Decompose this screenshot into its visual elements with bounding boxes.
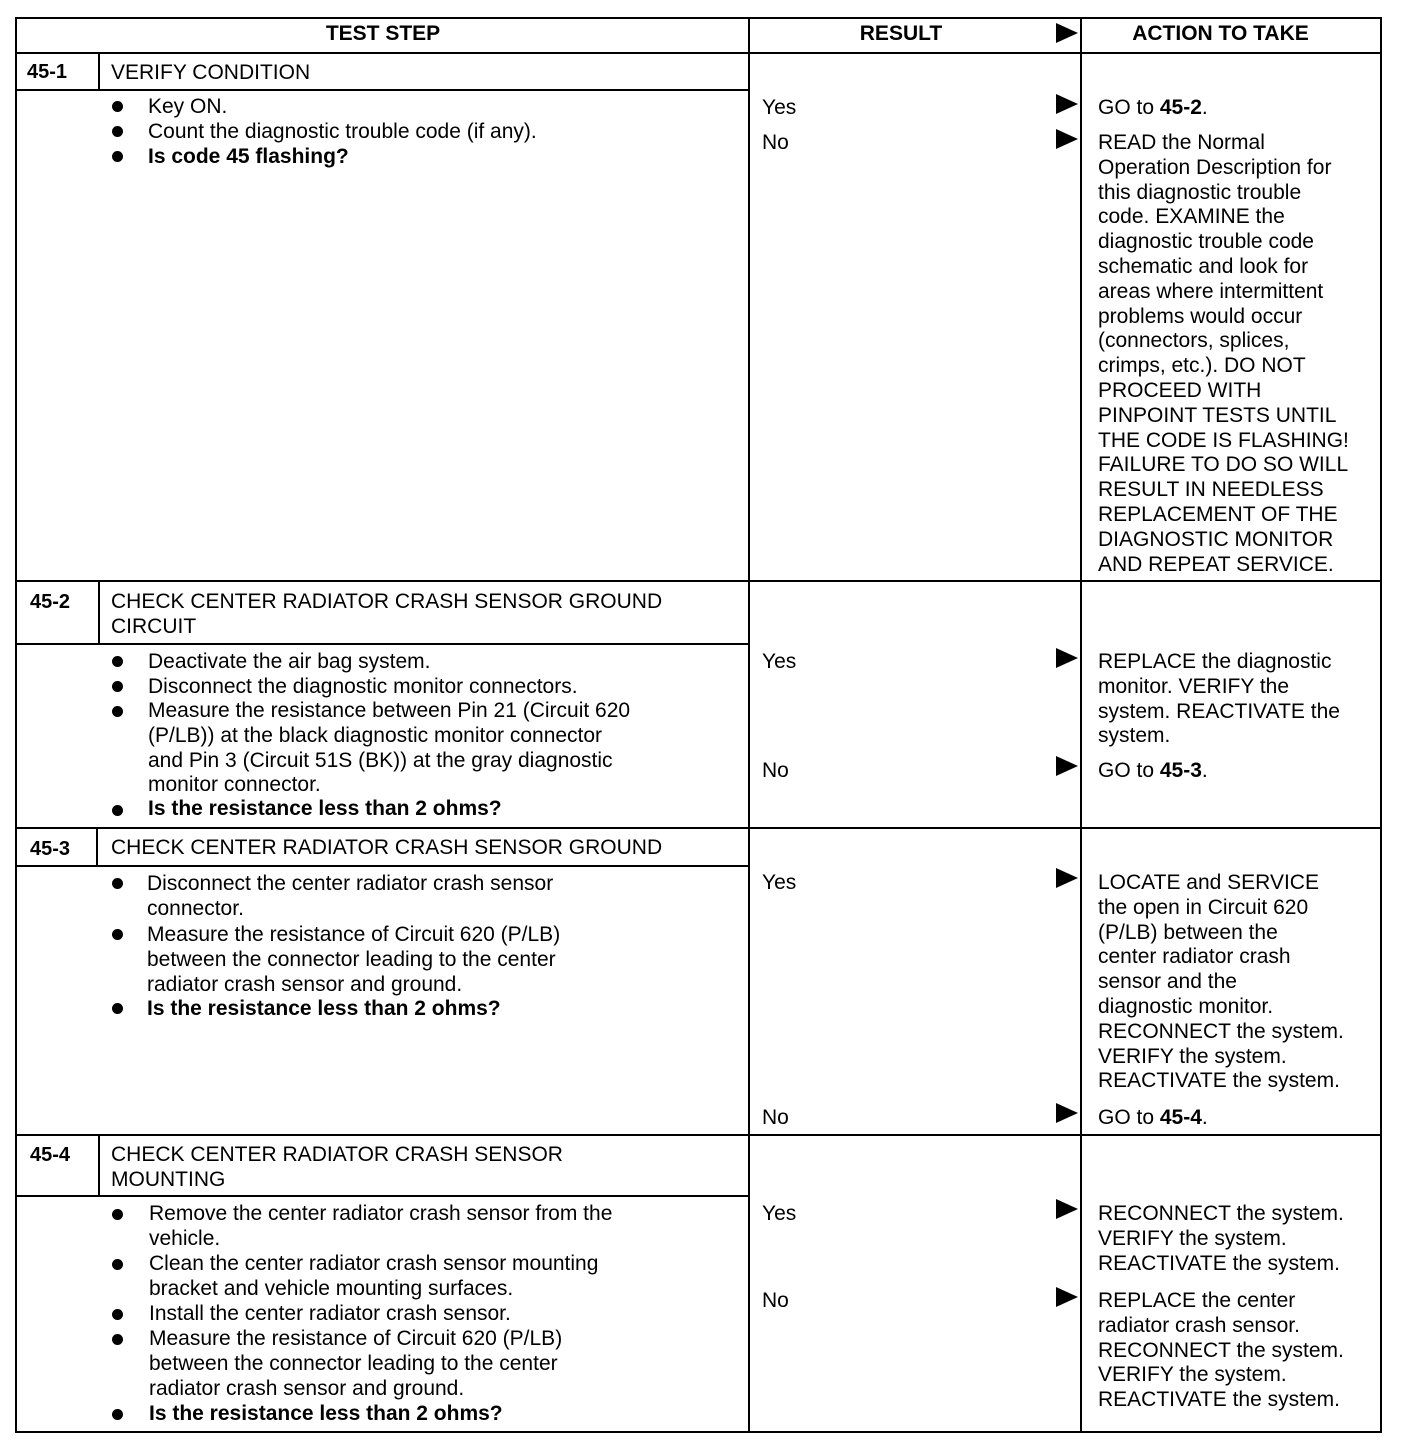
header-arrow-icon (1056, 23, 1078, 43)
action-text: LOCATE and SERVICE the open in Circuit 620 (P/LB) between the center radiator crash sensor and the diagnostic monitor. RECONNECT the system. VERIFY the system. REACTIVATE the system. (1098, 871, 1344, 1093)
result-arrow-icon (1056, 129, 1078, 149)
step-number-divider (98, 580, 100, 644)
result-no: No (762, 1289, 789, 1312)
bullet-item: Is the resistance less than 2 ohms? (149, 1402, 503, 1425)
step-number: 45-3 (30, 838, 71, 860)
step-title: CHECK CENTER RADIATOR CRASH SENSOR MOUNTING (111, 1143, 563, 1191)
bullet-item: Measure the resistance of Circuit 620 (P/LB) between the connector leading to the center radiator crash sensor and ground. (149, 1327, 563, 1400)
step-title-divider (15, 1195, 750, 1197)
bullet-item: Measure the resistance of Circuit 620 (P/LB) between the connector leading to the center radiator crash sensor and ground. (147, 923, 561, 996)
step-divider (15, 1134, 1382, 1136)
bullet-item: Key ON. (148, 95, 228, 118)
step-title-divider (15, 643, 750, 645)
bullet-icon (112, 706, 123, 717)
bullet-item: Disconnect the diagnostic monitor connectors. (148, 675, 578, 698)
bullet-icon (112, 126, 123, 137)
result-yes: Yes (762, 650, 797, 673)
step-number: 45-4 (30, 1144, 71, 1166)
step-title: CHECK CENTER RADIATOR CRASH SENSOR GROUND CIRCUIT (111, 590, 663, 638)
step-title-divider (15, 89, 750, 91)
step-title: VERIFY CONDITION (111, 61, 311, 84)
result-no: No (762, 1106, 789, 1129)
header-result: RESULT (859, 22, 943, 45)
bullet-icon (112, 681, 123, 692)
result-yes: Yes (762, 871, 797, 894)
action-text: GO to 45-4. (1098, 1106, 1208, 1129)
result-no: No (762, 131, 789, 154)
bullet-icon (112, 1209, 123, 1220)
bullet-icon (112, 151, 123, 162)
result-arrow-icon (1056, 648, 1078, 668)
step-number-divider (96, 827, 98, 866)
result-arrow-icon (1056, 94, 1078, 114)
bullet-item: Count the diagnostic trouble code (if any). (148, 120, 537, 143)
result-arrow-icon (1056, 1103, 1078, 1123)
result-arrow-icon (1056, 1287, 1078, 1307)
action-text: GO to 45-3. (1098, 759, 1208, 782)
result-arrow-icon (1056, 1199, 1078, 1219)
header-test-step: TEST STEP (325, 22, 441, 45)
step-number-divider (98, 1134, 100, 1196)
bullet-item: Is the resistance less than 2 ohms? (147, 997, 501, 1020)
column-divider-action (1080, 17, 1082, 1433)
bullet-icon (112, 656, 123, 667)
bullet-item: Disconnect the center radiator crash sensor connector. (147, 872, 554, 920)
bullet-icon (112, 929, 123, 940)
action-text: GO to 45-2. (1098, 96, 1208, 119)
bullet-icon (112, 101, 123, 112)
bullet-item: Is the resistance less than 2 ohms? (148, 797, 502, 820)
result-arrow-icon (1056, 756, 1078, 776)
bullet-icon (112, 805, 123, 816)
bullet-item: Measure the resistance between Pin 21 (Circuit 620 (P/LB)) at the black diagnostic monitor connector and Pin 3 (Circuit 51S (BK)) at the gray diagnostic monitor connector. (148, 699, 631, 797)
bullet-item: Clean the center radiator crash sensor mounting bracket and vehicle mounting surfaces. (149, 1252, 599, 1300)
action-text: REPLACE the center radiator crash sensor. RECONNECT the system. VERIFY the system. REACTIVATE the system. (1098, 1289, 1344, 1412)
bullet-icon (112, 1003, 123, 1014)
bullet-item: Deactivate the air bag system. (148, 650, 431, 673)
bullet-icon (112, 1334, 123, 1345)
header-action: ACTION TO TAKE (1132, 22, 1309, 45)
step-divider (15, 827, 1382, 829)
step-divider (15, 580, 1382, 582)
bullet-item: Remove the center radiator crash sensor from the vehicle. (149, 1202, 613, 1250)
bullet-icon (112, 1309, 123, 1320)
step-title-divider (15, 865, 750, 867)
bullet-icon (112, 1259, 123, 1270)
action-text: REPLACE the diagnostic monitor. VERIFY the system. REACTIVATE the system. (1098, 650, 1340, 748)
result-yes: Yes (762, 1202, 797, 1225)
header-divider (15, 52, 1382, 54)
step-number: 45-2 (30, 591, 71, 613)
action-text: READ the Normal Operation Description for this diagnostic trouble code. EXAMINE the diagnostic trouble code schematic and look for areas where intermittent problems would occur (connectors, splices, crimps, etc.). DO NOT PROCEED WITH PINPOINT TESTS UNTIL THE CODE IS FLASHING! FAILURE TO DO SO WILL RESULT IN NEEDLESS REPLACEMENT OF THE DIAGNOSTIC MONITOR AND REPEAT SERVICE. (1098, 131, 1349, 576)
result-yes: Yes (762, 96, 797, 119)
bullet-item: Install the center radiator crash sensor. (149, 1302, 511, 1325)
result-no: No (762, 759, 789, 782)
column-divider-result (748, 17, 750, 1433)
action-text: RECONNECT the system. VERIFY the system. REACTIVATE the system. (1098, 1202, 1344, 1275)
step-number-divider (98, 52, 100, 90)
step-title: CHECK CENTER RADIATOR CRASH SENSOR GROUND (111, 836, 663, 859)
bullet-item: Is code 45 flashing? (148, 145, 349, 168)
step-number: 45-1 (27, 61, 68, 83)
result-arrow-icon (1056, 868, 1078, 888)
bullet-icon (112, 1409, 123, 1420)
bullet-icon (112, 878, 123, 889)
